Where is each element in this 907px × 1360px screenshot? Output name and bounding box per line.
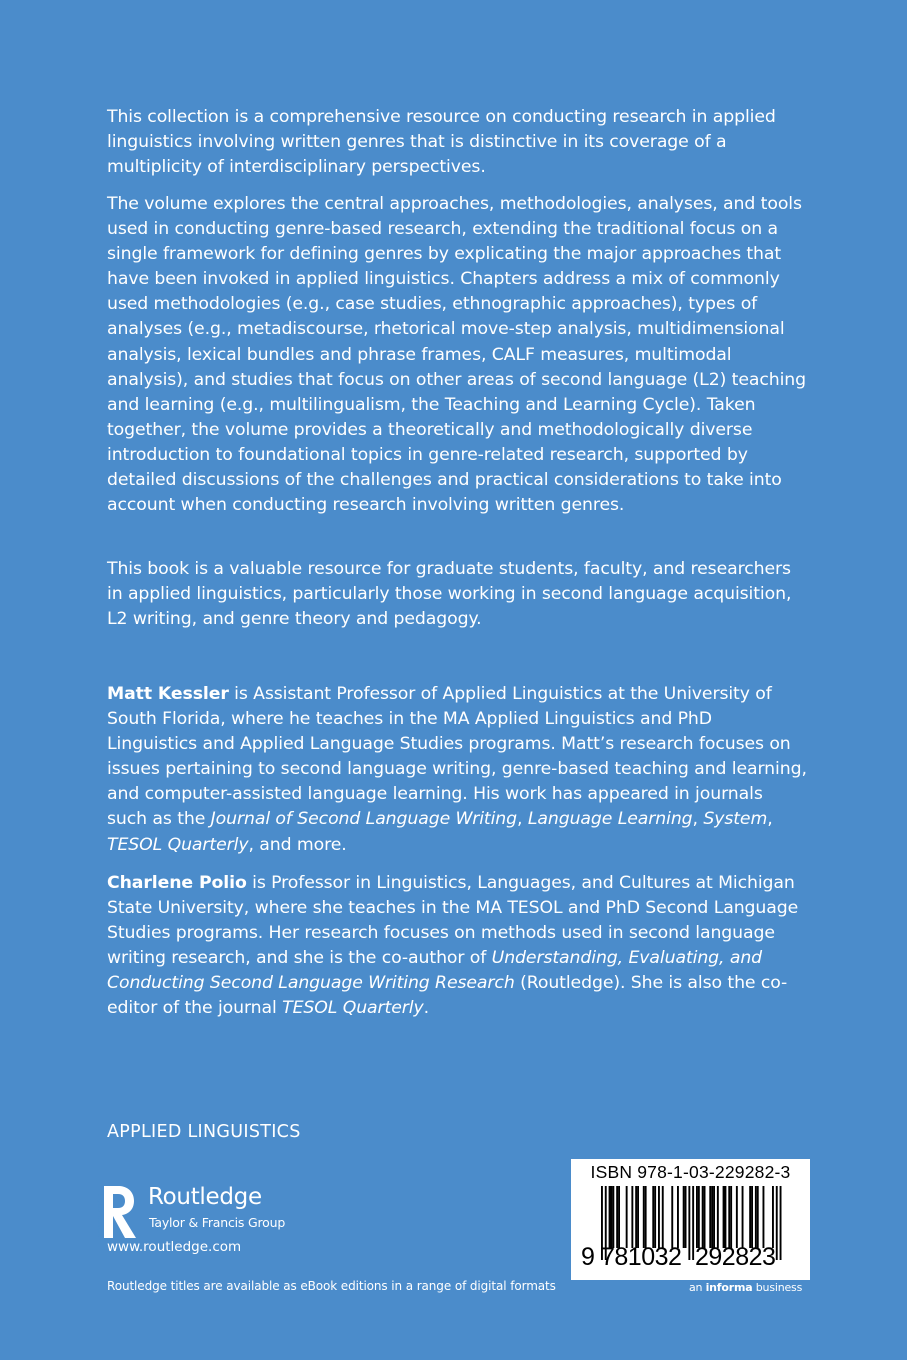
author-bio-kessler: Matt Kessler is Assistant Professor of Applied Linguistics at the University of South Florida, where he teaches in the MA Applied Linguistics and PhD Linguistics and Applied Language Studies programs. Matt’s research focuses on issues pertaining to second language writing, genre-based teaching and learning, and computer-assisted language learning. His work has appeared in journals such as the Journal of Second Language Writing, Language Learning, System, TESOL Quarterly, and more. [107, 684, 807, 855]
journal-title: System [703, 809, 768, 830]
barcode-bar [698, 1186, 700, 1248]
book-title: Understanding, Evaluating, and Conducting Second Language Writing Research [107, 948, 763, 994]
barcode-bar [626, 1186, 628, 1248]
barcode-bar [618, 1186, 620, 1248]
journal-title: TESOL Quarterly [282, 998, 424, 1019]
author-bio-polio: Charlene Polio is Professor in Linguistics, Languages, and Cultures at Michigan State University, where she teaches in the MA TESOL and PhD Second Language Studies programs. Her research focuses on methods used in second language writing research, and she is the co-author of Understanding, Evaluating, and Conducting Second Language Writing Research (Routledge). She is also the co-editor of the journal TESOL Quarterly. [107, 873, 799, 1019]
bio-text: (Routledge). She is also the co-editor of the journal [107, 973, 788, 1019]
barcode-bar [662, 1186, 664, 1248]
barcode-bar [671, 1186, 673, 1248]
barcode-bar [711, 1186, 713, 1248]
publisher-name: Routledge [148, 1184, 262, 1210]
journal-title: Journal of Second Language Writing [210, 809, 518, 830]
author-name: Charlene Polio [107, 873, 247, 893]
bio-text: is Assistant Professor of Applied Linguistics at the University of South Florida, where he teaches in the MA Applied Linguistics and PhD Linguistics and Applied Language Studies programs. Matt’s research focuses on issues pertaining to second language writing, genre-based teaching and learning, and computer-assisted language learning. His work has appeared in journals such as the [107, 684, 807, 830]
logo-vertical-text: ROUTLEDGE [96, 1192, 104, 1238]
barcode-digit-group-1: 781032 [601, 1243, 682, 1271]
description-paragraph-2: The volume explores the central approaches, methodologies, analyses, and tools used in conducting genre-based research, extending the traditional focus on a single framework for defining genres by explicating the major approaches that have been invoked in applied linguistics. Chapters address a mix of commonly used methodologies (e.g., case studies, ethnographic approaches), types of analyses (e.g., metadiscourse, rhetorical move-step analysis, multidimensional analysis, lexical bundles and phrase frames, CALF measures, multimodal analysis), and studies that focus on other areas of second language (L2) teaching and learning (e.g., multilingualism, the Teaching and Learning Cycle). Taken together, the volume provides a theoretically and methodologically diverse introduction to foundational topics in genre-related research, supported by detailed discussions of the challenges and practical considerations to take into account when conducting research involving written genres. [107, 194, 807, 516]
barcode-bar [713, 1186, 715, 1248]
barcode-bar [780, 1186, 782, 1260]
barcode-bar [635, 1186, 637, 1248]
barcode-bar [757, 1186, 759, 1248]
barcode-bar [637, 1186, 639, 1248]
barcode-bar [755, 1186, 757, 1248]
barcode-bar [696, 1186, 698, 1248]
barcode-bar [688, 1186, 690, 1260]
journal-title: Language Learning [527, 809, 693, 830]
barcode-bar [776, 1186, 778, 1260]
barcode-bar [612, 1186, 614, 1248]
barcode-bar [609, 1186, 611, 1248]
barcode-bar [751, 1186, 753, 1248]
barcode-bar [772, 1186, 774, 1248]
barcode-bar [631, 1186, 633, 1248]
barcode-bar [677, 1186, 679, 1248]
routledge-logo-icon [96, 1182, 140, 1242]
barcode-bar [730, 1186, 732, 1248]
barcode-bar [702, 1186, 704, 1248]
barcode-bar [717, 1186, 719, 1248]
isbn-label: ISBN 978-1-03-229282-3 [590, 1162, 791, 1182]
barcode-bar [654, 1186, 656, 1248]
barcode-bar [704, 1186, 706, 1248]
barcode-bar [658, 1186, 660, 1248]
barcode-bar [611, 1186, 613, 1248]
barcode-bar [685, 1186, 687, 1248]
barcode-bar [728, 1186, 730, 1248]
description-paragraph-3: This book is a valuable resource for graduate students, faculty, and researchers in applied linguistics, particularly those working in second language acquisition, L2 writing, and genre theory and pedagogy. [107, 559, 792, 630]
barcode-bar [645, 1186, 647, 1248]
barcode-bar [749, 1186, 751, 1248]
publisher-website: www.routledge.com [107, 1239, 242, 1255]
isbn-barcode-block [571, 1159, 810, 1280]
author-name: Matt Kessler [107, 684, 229, 704]
barcode-bar [643, 1186, 645, 1248]
publisher-group: Taylor & Francis Group [149, 1215, 286, 1230]
barcode-bar [683, 1186, 685, 1248]
barcode-bar [709, 1186, 711, 1248]
barcode-bar [692, 1186, 694, 1260]
barcode-first-digit: 9 [581, 1243, 595, 1271]
description-paragraph-1: This collection is a comprehensive resource on conducting research in applied linguistics involving written genres that is distinctive in its coverage of a multiplicity of interdisciplinary perspectives. [107, 107, 776, 178]
barcode-bar [763, 1186, 765, 1248]
informa-business-tag: an informa business [689, 1281, 803, 1294]
subject-category: APPLIED LINGUISTICS [107, 1122, 301, 1142]
barcode-bar [725, 1186, 727, 1248]
barcode-bar [742, 1186, 744, 1248]
barcode-bar [652, 1186, 654, 1248]
barcode-bar [736, 1186, 738, 1248]
barcode-bar [723, 1186, 725, 1248]
journal-title: TESOL Quarterly [107, 834, 249, 855]
barcode-digit-group-2: 292823 [695, 1243, 776, 1271]
barcode-bar [616, 1186, 618, 1248]
informa-brand: informa [705, 1281, 753, 1294]
ebook-note: Routledge titles are available as eBook editions in a range of digital formats [107, 1279, 556, 1293]
bio-text: is Professor in Linguistics, Languages, and Cultures at Michigan State University, where she teaches in the MA TESOL and PhD Second Language Studies programs. Her research focuses on methods used in second language writing research, and she is the co-author of [107, 873, 799, 969]
